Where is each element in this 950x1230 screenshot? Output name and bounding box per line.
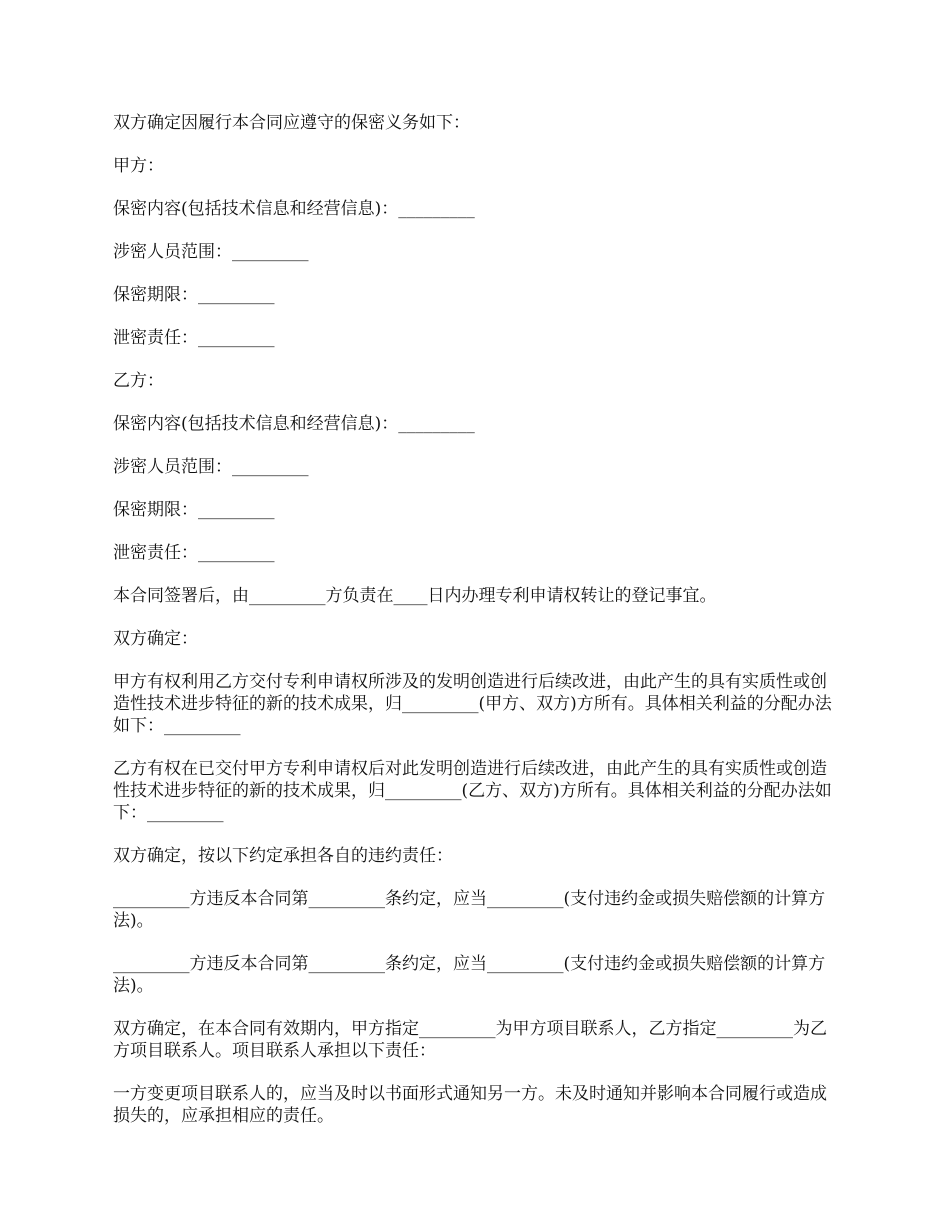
paragraph-party-b-liability: 泄密责任：_________ (113, 543, 275, 563)
paragraph-party-a-content: 保密内容(包括技术信息和经营信息)：_________ (113, 199, 475, 219)
document-body (113, 112, 843, 1148)
paragraph-registration: 本合同签署后，由_________方负责在____日内办理专利申请权转让的登记事宜。 (113, 586, 717, 606)
paragraph-party-a-period: 保密期限：_________ (113, 285, 275, 305)
paragraph-party-a-liability: 泄密责任：_________ (113, 328, 275, 348)
paragraph-breach-clause-1: _________方违反本合同第_________条约定，应当_________(支付违约金或损失赔偿额的计算方法)。 (113, 889, 826, 931)
paragraph-breach-intro: 双方确定，按以下约定承担各自的违约责任： (113, 846, 453, 866)
paragraph-both-confirm: 双方确定： (113, 629, 198, 649)
paragraph-confidentiality-intro: 双方确定因履行本合同应遵守的保密义务如下： (113, 113, 470, 133)
paragraph-contact-change: 一方变更项目联系人的，应当及时以书面形式通知另一方。未及时通知并影响本合同履行或造成损失的，应承担相应的责任。 (113, 1084, 827, 1126)
paragraph-party-a-personnel: 涉密人员范围：_________ (113, 242, 309, 262)
paragraph-party-b-improvement: 乙方有权在已交付甲方专利申请权后对此发明创造进行后续改进，由此产生的具有实质性或创造性技术进步特征的新的技术成果，归_________(乙方、双方)方所有。具体相关利益的分配办法如下：_________ (113, 759, 832, 823)
paragraph-contact-persons: 双方确定，在本合同有效期内，甲方指定_________为甲方项目联系人，乙方指定_________为乙方项目联系人。项目联系人承担以下责任： (113, 1019, 827, 1061)
paragraph-party-b-period: 保密期限：_________ (113, 500, 275, 520)
paragraph-party-a-improvement: 甲方有权利用乙方交付专利申请权所涉及的发明创造进行后续改进，由此产生的具有实质性或创造性技术进步特征的新的技术成果，归_________(甲方、双方)方所有。具体相关利益的分配办法如下：_________ (113, 672, 832, 736)
paragraph-breach-clause-2: _________方违反本合同第_________条约定，应当_________(支付违约金或损失赔偿额的计算方法)。 (113, 954, 826, 996)
paragraph-party-b-content: 保密内容(包括技术信息和经营信息)：_________ (113, 414, 475, 434)
paragraph-party-b-personnel: 涉密人员范围：_________ (113, 457, 309, 477)
paragraph-party-b-heading: 乙方： (113, 371, 164, 391)
paragraph-party-a-heading: 甲方： (113, 156, 164, 176)
